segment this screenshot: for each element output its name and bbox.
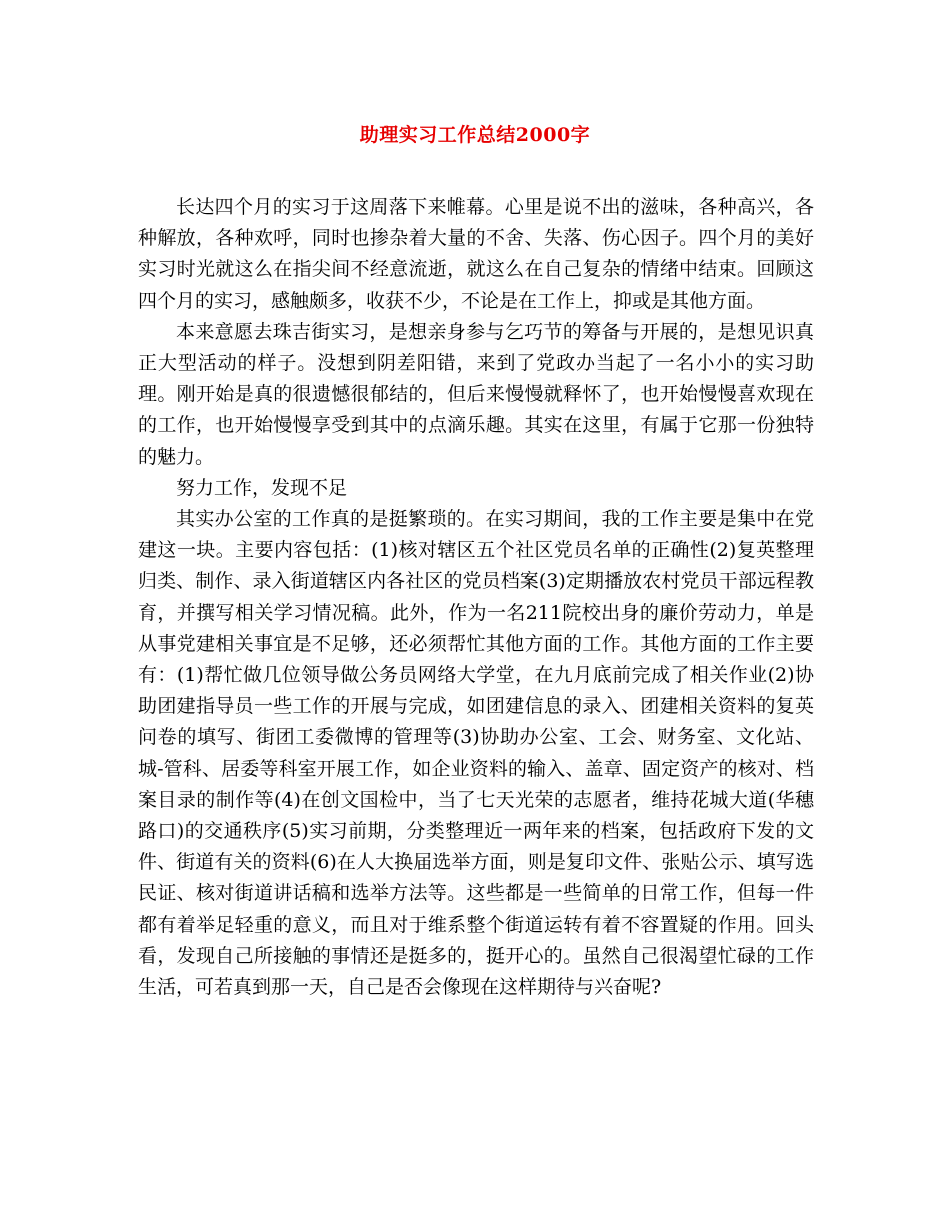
paragraph-work-details: 其实办公室的工作真的是挺繁琐的。在实习期间，我的工作主要是集中在党建这一块。主要内容包括：(1)核对辖区五个社区党员名单的正确性(2)复英整理归类、制作、录入街道辖区内各社区的党员档案(3)定期播放农村党员干部远程教育，并撰写相关学习情况稿。此外，作为一名211院校出身的廉价劳动力，单是从事党建相关事宜是不足够，还必须帮忙其他方面的工作。其他方面的工作主要有：(1)帮忙做几位领导做公务员网络大学堂，在九月底前完成了相关作业(2)协助团建指导员一些工作的开展与完成，如团建信息的录入、团建相关资料的复英问卷的填写、街团工委微博的管理等(3)协助办公室、工会、财务室、文化站、城-管科、居委等科室开展工作，如企业资料的输入、盖章、固定资产的核对、档案目录的制作等(4)在创文国检中，当了七天光荣的志愿者，维持花城大道(华穗路口)的交通秩序(5)实习前期，分类整理近一两年来的档案，包括政府下发的文件、街道有关的资料(6)在人大换届选举方面，则是复印文件、张贴公示、填写选民证、核对街道讲话稿和选举方法等。这些都是一些简单的日常工作，但每一件都有着举足轻重的意义，而且对于维系整个街道运转有着不容置疑的作用。回头看，发现自己所接触的事情还是挺多的，挺开心的。虽然自己很渴望忙碌的工作生活，可若真到那一天，自己是否会像现在这样期待与兴奋呢? [138,508,814,999]
document-title: 助理实习工作总结2000字 [359,124,591,146]
section-heading: 努力工作，发现不足 [176,476,348,499]
document-body [138,192,814,1003]
paragraph-intro: 长达四个月的实习于这周落下来帷幕。心里是说不出的滋味，各种高兴，各种解放，各种欢呼，同时也掺杂着大量的不舍、失落、伤心因子。四个月的美好实习时光就这么在指尖间不经意流逝，就这么在自己复杂的情绪中结束。回顾这四个月的实习，感触颇多，收获不少，不论是在工作上，抑或是其他方面。 [138,196,814,312]
paragraph-internship-choice: 本来意愿去珠吉街实习，是想亲身参与乞巧节的筹备与开展的，是想见识真正大型活动的样子。没想到阴差阳错，来到了党政办当起了一名小小的实习助理。刚开始是真的很遗憾很郁结的，但后来慢慢就释怀了，也开始慢慢喜欢现在的工作，也开始慢慢享受到其中的点滴乐趣。其实在这里，有属于它那一份独特的魅力。 [138,320,814,468]
